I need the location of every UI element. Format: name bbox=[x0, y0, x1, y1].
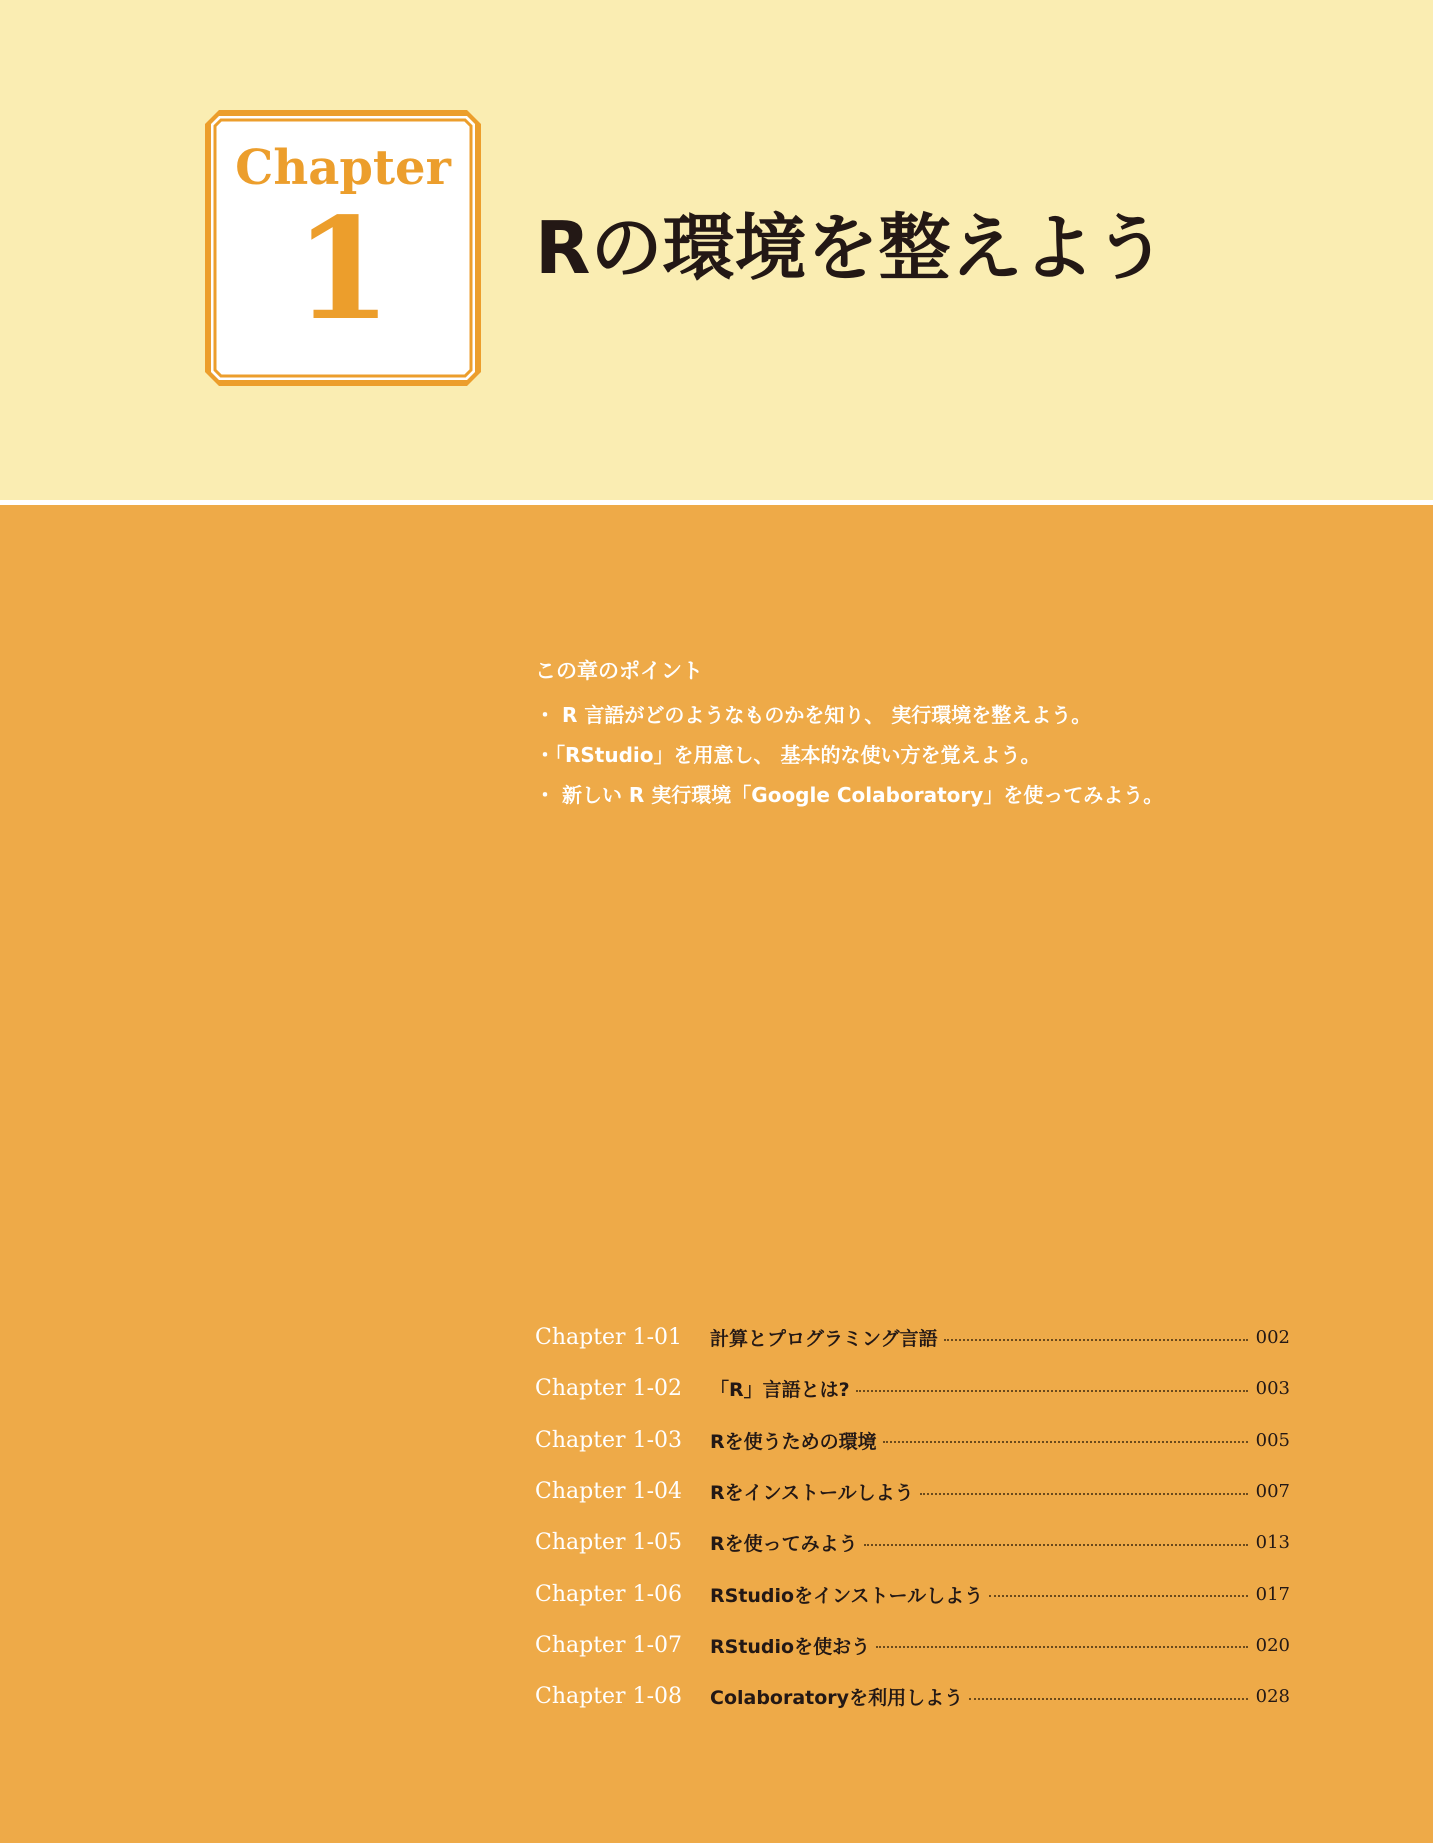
toc-page-number: 005 bbox=[1255, 1429, 1290, 1451]
toc-page-number: 002 bbox=[1255, 1327, 1290, 1349]
toc-row[interactable] bbox=[535, 1517, 1290, 1568]
chapter-title: Rの環境を整えよう bbox=[535, 206, 1167, 290]
toc-row[interactable] bbox=[535, 1466, 1290, 1517]
toc-chapter-number: Chapter 1-04 bbox=[535, 1479, 682, 1505]
toc-row[interactable] bbox=[535, 1620, 1290, 1671]
toc-chapter-number: Chapter 1-03 bbox=[535, 1427, 682, 1453]
chapter-badge bbox=[205, 110, 481, 386]
badge-chapter-word: Chapter bbox=[235, 140, 451, 196]
toc-dot-leader bbox=[944, 1339, 1248, 1341]
toc-title: 「R」言語とは? bbox=[710, 1379, 850, 1402]
toc-page-number: 020 bbox=[1255, 1634, 1290, 1656]
toc-chapter-number: Chapter 1-05 bbox=[535, 1530, 682, 1556]
table-of-contents bbox=[535, 1312, 1290, 1722]
toc-page-number: 017 bbox=[1255, 1583, 1290, 1605]
toc-dot-leader bbox=[856, 1390, 1248, 1392]
toc-dot-leader bbox=[989, 1595, 1248, 1597]
toc-title: Rを使うための環境 bbox=[710, 1430, 877, 1453]
toc-row[interactable] bbox=[535, 1415, 1290, 1466]
toc-dot-leader bbox=[864, 1544, 1248, 1546]
points-item: ・ 新しい R 実行環境「Google Colaboratory」を使ってみよう。 bbox=[535, 783, 1164, 807]
toc-title: Rを使ってみよう bbox=[710, 1533, 858, 1556]
chapter-points bbox=[535, 655, 1335, 815]
toc-dot-leader bbox=[920, 1493, 1248, 1495]
toc-row[interactable] bbox=[535, 1363, 1290, 1414]
toc-row[interactable] bbox=[535, 1568, 1290, 1619]
toc-title: RStudioを使おう bbox=[710, 1635, 871, 1658]
toc-page-number: 007 bbox=[1255, 1481, 1290, 1503]
toc-chapter-number: Chapter 1-08 bbox=[535, 1684, 682, 1710]
toc-dot-leader bbox=[883, 1441, 1248, 1443]
points-item: ・ R 言語がどのようなものかを知り、 実行環境を整えよう。 bbox=[535, 703, 1092, 727]
toc-page-number: 003 bbox=[1255, 1378, 1290, 1400]
toc-row[interactable] bbox=[535, 1312, 1290, 1363]
toc-title: Rをインストールしよう bbox=[710, 1482, 914, 1505]
toc-page-number: 028 bbox=[1255, 1686, 1290, 1708]
toc-title: RStudioをインストールしよう bbox=[710, 1584, 984, 1607]
points-item: ・「RStudio」を用意し、 基本的な使い方を覚えよう。 bbox=[535, 743, 1041, 767]
toc-chapter-number: Chapter 1-07 bbox=[535, 1632, 682, 1658]
toc-chapter-number: Chapter 1-01 bbox=[535, 1325, 682, 1351]
band-divider bbox=[0, 500, 1433, 505]
toc-row[interactable] bbox=[535, 1671, 1290, 1722]
points-heading: この章のポイント bbox=[535, 659, 703, 683]
toc-page-number: 013 bbox=[1255, 1532, 1290, 1554]
toc-dot-leader bbox=[969, 1698, 1248, 1700]
toc-title: Colaboratoryを利用しよう bbox=[710, 1687, 964, 1710]
toc-chapter-number: Chapter 1-06 bbox=[535, 1581, 682, 1607]
toc-title: 計算とプログラミング言語 bbox=[710, 1328, 938, 1351]
toc-chapter-number: Chapter 1-02 bbox=[535, 1376, 682, 1402]
toc-dot-leader bbox=[876, 1646, 1248, 1648]
badge-chapter-number: 1 bbox=[294, 188, 392, 352]
